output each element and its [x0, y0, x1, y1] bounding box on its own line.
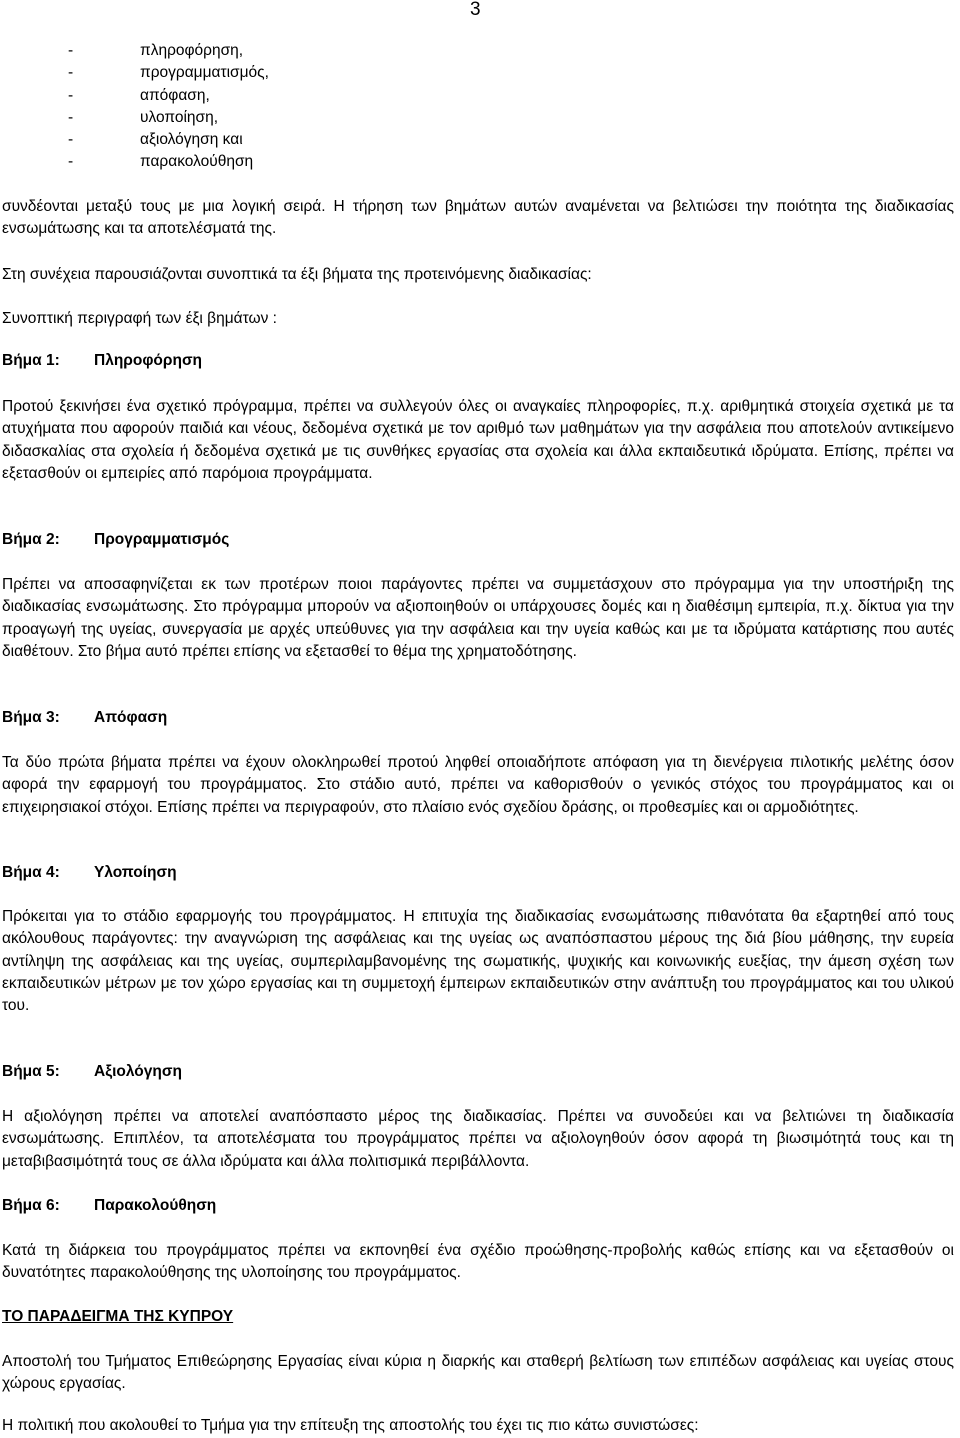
step-title: Προγραμματισμός [94, 531, 230, 548]
step-1-text: Προτού ξεκινήσει ένα σχετικό πρόγραμμα, πρέπει να συλλεγούν όλες οι αναγκαίες πληροφορίες, π.χ. αριθμητικά στοιχεία σχετικά με τα ατυχήματα που αφορούν παιδιά και νέους, δεδομένα σχετικά με τον αριθμό των μαθημάτων για την ασφάλεια που αποτελούν αντικείμενο διδασκαλίας στα σχολεία ή δεδομένα σχετικά με τις συνθήκες εργασίας στα σχολεία και άλλα εκπαιδευτικά ιδρύματα. Επίσης, πρέπει να εξετασθούν οι εμπειρίες από παρόμοια προγράμματα. [2, 398, 954, 482]
step-6-heading [2, 1195, 216, 1217]
list-dash: - [68, 86, 74, 104]
step-label: Βήμα 1: [2, 352, 60, 369]
closing-paragraph: Η πολιτική που ακολουθεί το Τμήμα για την επίτευξη της αποστολής του έχει τις πιο κάτω συνιστώσες: [2, 1417, 699, 1434]
process-steps-list [68, 40, 269, 174]
list-item-text: υλοποίηση, [140, 108, 219, 126]
summary-title: Συνοπτική περιγραφή των έξι βημάτων : [2, 310, 277, 327]
list-dash: - [68, 108, 74, 126]
step-label: Βήμα 6: [2, 1197, 60, 1214]
list-item-text: απόφαση, [140, 86, 210, 104]
step-title: Υλοποίηση [94, 864, 177, 881]
page-number: 3 [470, 0, 481, 20]
list-item [68, 107, 269, 129]
step-2-heading [2, 529, 229, 551]
cyprus-section-title: ΤΟ ΠΑΡΑΔΕΙΓΜΑ ΤΗΣ ΚΥΠΡΟΥ [2, 1308, 234, 1325]
step-5-text: Η αξιολόγηση πρέπει να αποτελεί αναπόσπαστο μέρος της διαδικασίας. Πρέπει να συνοδεύει και να βελτιώνει τη διαδικασία ενσωμάτωσης. Επιπλέον, τα αποτελέσματα του προγράμματος πρέπει να αξιολογηθούν όσον αφορά τη βιωσιμότητά τους και τη μεταβιβασιμότητά τους σε άλλα ιδρύματα και άλλα πολιτισμικά περιβάλλοντα. [2, 1108, 954, 1170]
list-item-text: προγραμματισμός, [140, 64, 269, 82]
summary-lead: Στη συνέχεια παρουσιάζονται συνοπτικά τα έξι βήματα της προτεινόμενης διαδικασίας: [2, 266, 592, 283]
step-4-heading [2, 862, 177, 884]
step-6-text: Κατά τη διάρκεια του προγράμματος πρέπει να εκπονηθεί ένα σχέδιο προώθησης-προβολής καθώς επίσης και να εξετασθούν οι δυνατότητες παρακολούθησης της υλοποίησης του προγράμματος. [2, 1242, 954, 1282]
list-item [68, 62, 269, 84]
step-title: Αξιολόγηση [94, 1063, 182, 1080]
list-item [68, 85, 269, 107]
list-dash: - [68, 42, 74, 59]
list-item [68, 129, 269, 151]
step-label: Βήμα 5: [2, 1063, 60, 1080]
list-dash: - [68, 64, 74, 82]
step-3-text: Τα δύο πρώτα βήματα πρέπει να έχουν ολοκληρωθεί προτού ληφθεί οποιαδήποτε απόφαση για τη διενέργεια πιλοτικής μελέτης όσον αφορά την εφαρμογή του προγράμματος. Στο στάδιο αυτό, πρέπει να καθορισθούν ο γενικός στόχος του προγράμματος και οι επιχειρησιακοί στόχοι. Επίσης πρέπει να περιγραφούν, στο πλαίσιο ενός σχεδίου δράσης, οι προθεσμίες και οι αρμοδιότητες. [2, 754, 954, 816]
step-4-text: Πρόκειται για το στάδιο εφαρμογής του προγράμματος. Η επιτυχία της διαδικασίας ενσωμάτωσης πιθανότατα θα εξαρτηθεί από τους ακόλουθους παράγοντες: την αναγνώριση της ασφάλειας και της υγείας ως αναπόσπαστου μέρους της διά βίου μάθησης, την ευρεία αντίληψη της ασφάλειας και της υγείας, συμπεριλαμβανομένης της σωματικής, ψυχικής και κοινωνικής ευεξίας, την άμεση σχέση των εκπαιδευτικών μέτρων με τον χώρο εργασίας και τη συμμετοχή έμπειρων εκπαιδευτικών στην ανάπτυξη του προγράμματος και του υλικού του. [2, 908, 954, 1015]
step-label: Βήμα 2: [2, 531, 60, 548]
step-title: Πληροφόρηση [94, 352, 203, 369]
step-title: Απόφαση [94, 709, 168, 726]
list-item-text: παρακολούθηση [140, 153, 254, 171]
step-label: Βήμα 4: [2, 864, 60, 881]
list-dash: - [68, 153, 74, 171]
list-item-text: αξιολόγηση και [140, 131, 243, 149]
list-item [68, 151, 269, 173]
step-title: Παρακολούθηση [94, 1197, 217, 1214]
step-1-heading [2, 350, 202, 372]
intro-paragraph: συνδέονται μεταξύ τους με μια λογική σειρά. Η τήρηση των βημάτων αυτών αναμένεται να βελτιώσει την ποιότητα της διαδικασίας ενσωμάτωσης και τα αποτελέσματά της. [2, 198, 954, 238]
list-dash: - [68, 131, 74, 149]
step-3-heading [2, 707, 167, 729]
step-label: Βήμα 3: [2, 709, 60, 726]
step-2-text: Πρέπει να αποσαφηνίζεται εκ των προτέρων ποιοι παράγοντες πρέπει να συμμετάσχουν στο πρόγραμμα για την υποστήριξη της διαδικασίας ενσωμάτωσης. Στο πρόγραμμα μπορούν να αξιοποιηθούν οι υπάρχουσες δομές και η διαθέσιμη εμπειρία, π.χ. δίκτυα για την προαγωγή της υγείας, συνεργασία με αρχές υπεύθυνες για την ασφάλεια και την υγεία καθώς και με τα ιδρύματα κατάρτισης που αυτές διαθέτουν. Στο βήμα αυτό πρέπει επίσης να εξετασθεί το θέμα της χρηματοδότησης. [2, 576, 954, 660]
step-5-heading [2, 1061, 182, 1083]
cyprus-paragraph: Αποστολή του Τμήματος Επιθεώρησης Εργασίας είναι κύρια η διαρκής και σταθερή βελτίωση των επιπέδων ασφάλειας και υγείας στους χώρους εργασίας. [2, 1353, 954, 1393]
list-item-text: πληροφόρηση, [140, 42, 244, 59]
list-item [68, 40, 269, 62]
